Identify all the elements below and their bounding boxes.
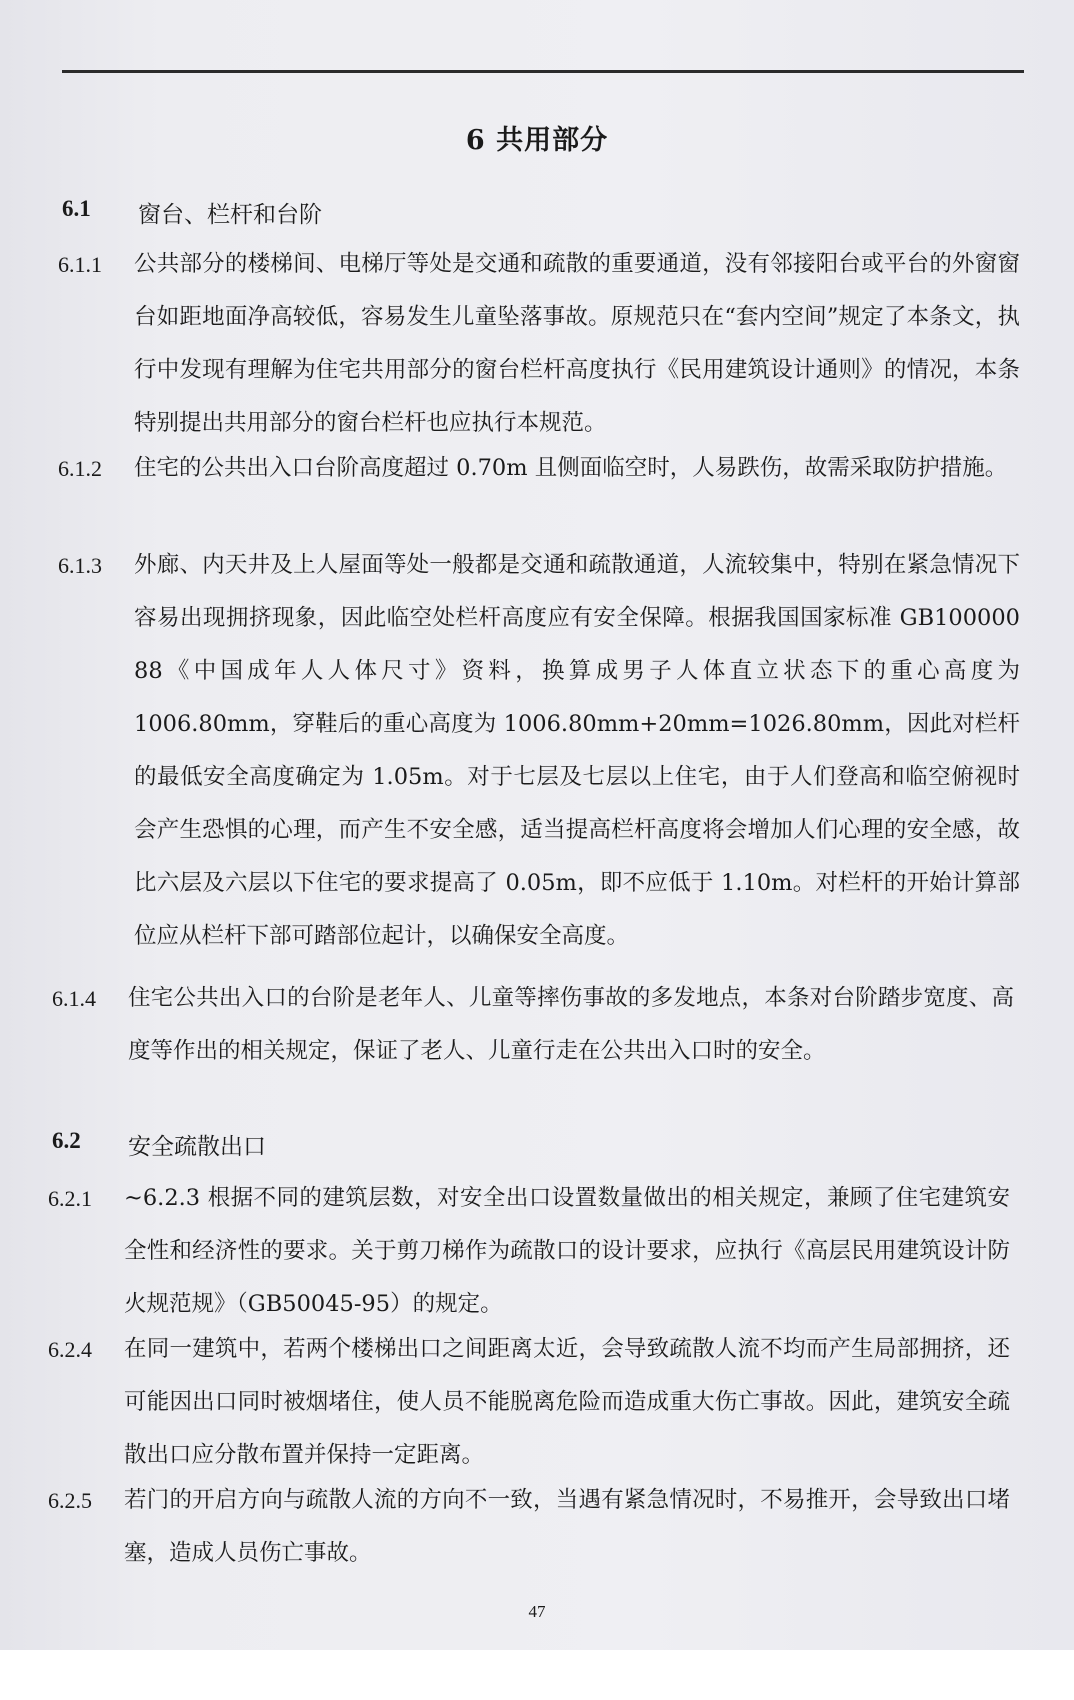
clause-text: 公共部分的楼梯间、电梯厅等处是交通和疏散的重要通道，没有邻接阳台或平台的外窗窗台如距地面净高较低，容易发生儿童坠落事故。原规范只在“套内空间”规定了本条文，执行中发现有理解为住宅共用部分的窗台栏杆高度执行《民用建筑设计通则》的情况，本条特别提出共用部分的窗台栏杆也应执行本规范。	[134, 251, 1020, 436]
clause-6-1-4	[52, 972, 1014, 1078]
clause-number: 6.2.4	[48, 1337, 92, 1362]
clause-number: 6.2.1	[48, 1186, 92, 1211]
clause-text: ~6.2.3 根据不同的建筑层数，对安全出口设置数量做出的相关规定，兼顾了住宅建筑安全性和经济性的要求。关于剪刀梯作为疏散口的设计要求，应执行《高层民用建筑设计防火规范规》（GB50045-95）的规定。	[124, 1185, 1010, 1317]
clause-number: 6.1.3	[58, 553, 102, 578]
section-number: 6.1	[62, 196, 91, 221]
clause-6-1-3	[58, 539, 1020, 963]
clause-number: 6.1.4	[52, 986, 96, 1011]
clause-text: 若门的开启方向与疏散人流的方向不一致，当遇有紧急情况时，不易推开，会导致出口堵塞，造成人员伤亡事故。	[124, 1487, 1010, 1566]
section-number: 6.2	[52, 1128, 81, 1153]
section-title: 窗台、栏杆和台阶	[138, 202, 322, 228]
clause-number: 6.2.5	[48, 1488, 92, 1513]
clause-number: 6.1.2	[58, 456, 102, 481]
chapter-title: 6 共用部分	[465, 125, 609, 156]
clause-6-2-4	[48, 1323, 1010, 1482]
scan-bottom-margin	[0, 1650, 1074, 1700]
clause-text: 在同一建筑中，若两个楼梯出口之间距离太近，会导致疏散人流不均而产生局部拥挤，还可能因出口同时被烟堵住，使人员不能脱离危险而造成重大伤亡事故。因此，建筑安全疏散出口应分散布置并保持一定距离。	[124, 1336, 1010, 1468]
clause-number: 6.1.1	[58, 252, 102, 277]
clause-6-2-5	[48, 1474, 1010, 1580]
header-rule	[62, 70, 1024, 73]
clause-text: 住宅公共出入口的台阶是老年人、儿童等摔伤事故的多发地点，本条对台阶踏步宽度、高度等作出的相关规定，保证了老人、儿童行走在公共出入口时的安全。	[128, 985, 1014, 1064]
clause-6-2-1	[48, 1172, 1010, 1331]
section-title: 安全疏散出口	[128, 1134, 266, 1160]
clause-text: 住宅的公共出入口台阶高度超过 0.70m 且侧面临空时，人易跌伤，故需采取防护措施。	[134, 455, 1008, 481]
section-heading-6-2	[52, 1128, 266, 1161]
section-heading-6-1	[62, 196, 322, 229]
clause-text: 外廊、内天井及上人屋面等处一般都是交通和疏散通道，人流较集中，特别在紧急情况下容易出现拥挤现象，因此临空处栏杆高度应有安全保障。根据我国国家标准 GB100000 88《中国成年人人体尺寸》资料，换算成男子人体直立状态下的重心高度为 1006.80mm，穿鞋后的重心高度为 1006.80mm+20mm=1026.80mm，因此对栏杆的最低安全高度确定为 1.05m。对于七层及七层以上住宅，由于人们登高和临空俯视时会产生恐惧的心理，而产生不安全感，适当提高栏杆高度将会增加人们心理的安全感，故比六层及六层以下住宅的要求提高了 0.05m，即不应低于 1.10m。对栏杆的开始计算部位应从栏杆下部可踏部位起计，以确保安全高度。	[134, 552, 1020, 949]
clause-6-1-2	[58, 442, 1020, 495]
clause-6-1-1	[58, 238, 1020, 450]
page-number: 47	[528, 1602, 546, 1621]
